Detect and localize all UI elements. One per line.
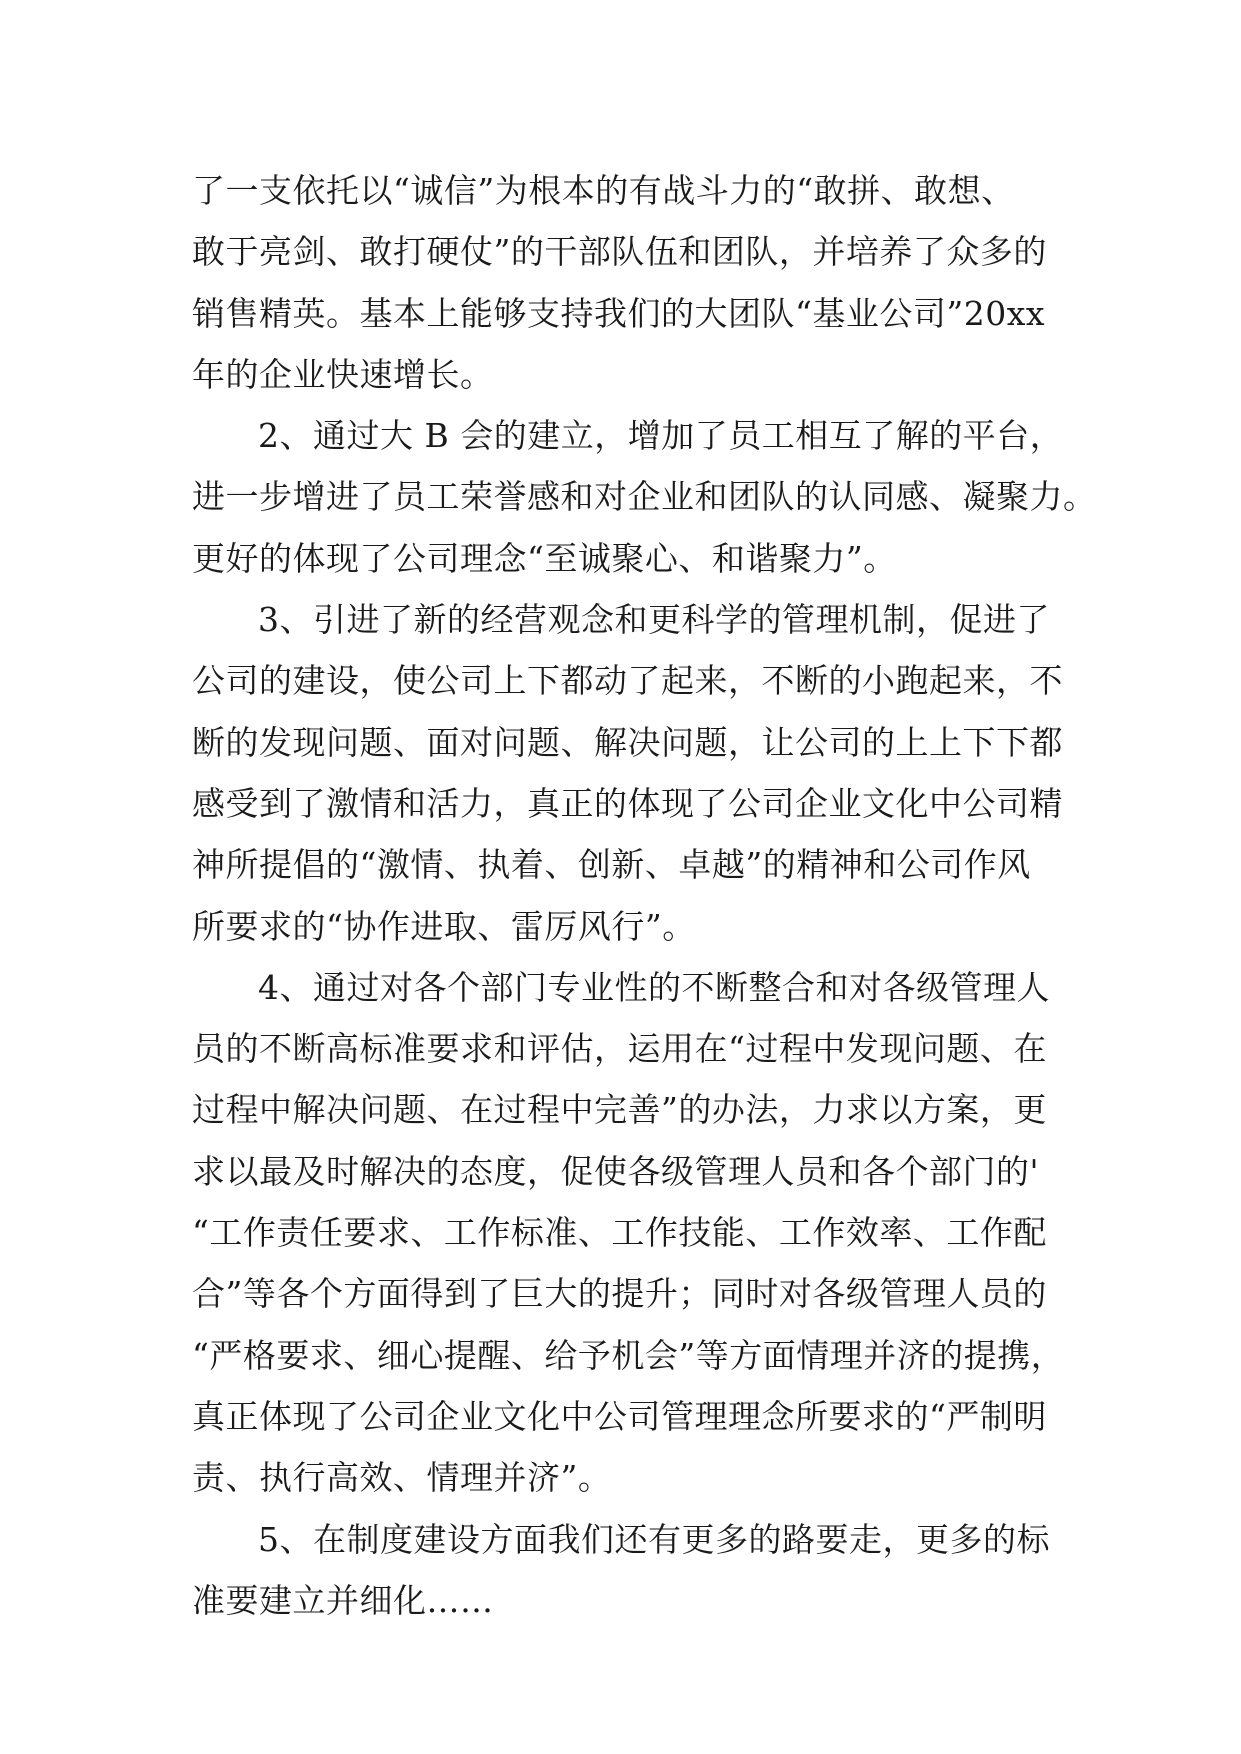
paragraph-4-start: 4、通过对各个部门专业性的不断整合和对各级管理人: [258, 967, 1050, 1007]
text-line: 员的不断高标准要求和评估，运用在“过程中发现问题、在: [192, 1029, 1047, 1069]
text-line: 进一步增进了员工荣誉感和对企业和团队的认同感、凝聚力。: [192, 477, 1097, 517]
text-line: 更好的体现了公司理念“至诚聚心、和谐聚力”。: [192, 538, 897, 578]
text-line: 所要求的“协作进取、雷厉风行”。: [192, 906, 696, 946]
text-line: 合”等各个方面得到了巨大的提升；同时对各级管理人员的: [192, 1274, 1047, 1314]
text-line: 求以最及时解决的态度，促使各级管理人员和各个部门的': [192, 1151, 1040, 1191]
text-line: 敢于亮剑、敢打硬仗”的干部队伍和团队，并培养了众多的: [192, 232, 1047, 272]
text-line: 了一支依托以“诚信”为根本的有战斗力的“敢拼、敢想、: [192, 171, 1015, 210]
paragraph-3-start: 3、引进了新的经营观念和更科学的管理机制，促进了: [258, 600, 1050, 640]
text-line: “工作责任要求、工作标准、工作技能、工作效率、工作配: [192, 1213, 1047, 1253]
text-line: 责、执行高效、情理并济”。: [192, 1458, 612, 1498]
body-text: [192, 160, 1097, 1631]
text-line: “严格要求、细心提醒、给予机会”等方面情理并济的提携，: [192, 1335, 1065, 1375]
text-line: 准要建立并细化……: [192, 1580, 494, 1620]
text-line: 销售精英。基本上能够支持我们的大团队“基业公司”20xx: [192, 293, 1045, 333]
text-line: 年的企业快速增长。: [192, 354, 494, 394]
text-line: 神所提倡的“激情、执着、创新、卓越”的精神和公司作风: [192, 845, 1031, 885]
text-line: 过程中解决问题、在过程中完善”的办法，力求以方案，更: [192, 1090, 1047, 1130]
text-line: 断的发现问题、面对问题、解决问题，让公司的上上下下都: [192, 722, 1063, 762]
paragraph-5-start: 5、在制度建设方面我们还有更多的路要走，更多的标: [258, 1519, 1050, 1559]
text-line: 公司的建设，使公司上下都动了起来，不断的小跑起来，不: [192, 661, 1063, 701]
text-line: 真正体现了公司企业文化中公司管理理念所要求的“严制明: [192, 1396, 1047, 1436]
text-line: 感受到了激情和活力，真正的体现了公司企业文化中公司精: [192, 783, 1063, 823]
paragraph-2-start: 2、通过大 B 会的建立，增加了员工相互了解的平台，: [258, 416, 1064, 456]
